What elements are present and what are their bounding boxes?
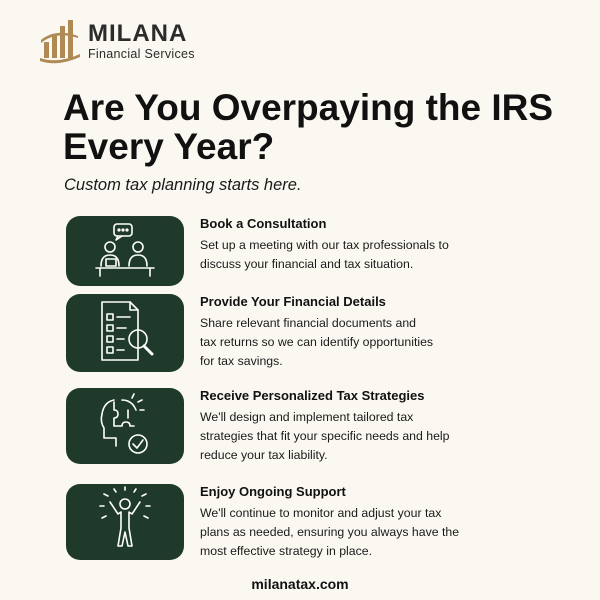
step-text-line: We'll design and implement tailored tax xyxy=(200,410,414,424)
step-title: Receive Personalized Tax Strategies xyxy=(200,388,425,403)
brand-name: MILANA xyxy=(88,19,188,47)
brand-logo xyxy=(38,18,195,64)
step-description xyxy=(200,236,480,274)
document-search-icon xyxy=(66,294,184,372)
headline xyxy=(63,88,583,166)
website-link[interactable]: milanatax.com xyxy=(251,576,349,592)
success-person-icon xyxy=(66,484,184,560)
step-icon-card xyxy=(66,388,184,464)
step-text-line: strategies that fit your specific needs and help xyxy=(200,429,450,443)
step-icon-card xyxy=(66,294,184,372)
step-icon-card xyxy=(66,484,184,560)
step-description xyxy=(200,314,480,371)
step-text-line: tax returns so we can identify opportunities xyxy=(200,335,434,349)
step-description xyxy=(200,504,480,561)
step-text-line: Share relevant financial documents and xyxy=(200,316,417,330)
consultation-icon xyxy=(66,216,184,286)
headline-line-1: Are You Overpaying the IRS xyxy=(63,87,554,128)
puzzle-head-icon xyxy=(66,388,184,464)
subheadline: Custom tax planning starts here. xyxy=(64,176,302,194)
step-text-line: reduce your tax liability. xyxy=(200,448,328,462)
brand-subtitle: Financial Services xyxy=(88,46,195,61)
step-text-line: plans as needed, ensuring you always have the xyxy=(200,525,460,539)
step-text-line: We'll continue to monitor and adjust your tax xyxy=(200,506,442,520)
step-description xyxy=(200,408,480,465)
step-title: Enjoy Ongoing Support xyxy=(200,484,346,499)
step-title: Provide Your Financial Details xyxy=(200,294,386,309)
columns-logo-icon xyxy=(38,18,82,64)
step-text-line: most effective strategy in place. xyxy=(200,544,373,558)
step-text-line: for tax savings. xyxy=(200,354,283,368)
step-text-line: discuss your financial and tax situation. xyxy=(200,257,414,271)
step-icon-card xyxy=(66,216,184,286)
step-text-line: Set up a meeting with our tax professionals to xyxy=(200,238,449,252)
headline-line-2: Every Year? xyxy=(63,126,275,167)
step-title: Book a Consultation xyxy=(200,216,327,231)
